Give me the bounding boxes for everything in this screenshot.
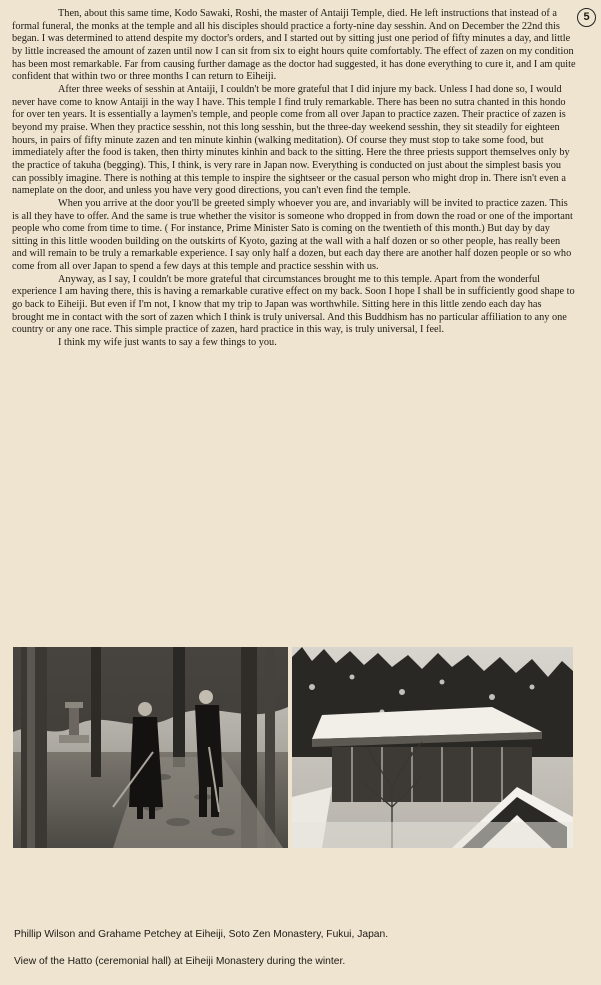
caption-monks-photo: Phillip Wilson and Grahame Petchey at Eiheiji, Soto Zen Monastery, Fukui, Japan. (14, 929, 389, 940)
paragraph-4: Anyway, as I say, I couldn't be more grateful that circumstances brought me to this temple. Apart from the wonderful experience I am having there, this is having a remarkable curative effect on my back. Soon I hope I shall be in sufficiently good shape to go back to Eiheiji. But even if I'm not, I know that my trip to Japan was worthwhile. Sitting here in this little zendo each day has brought me in contact with the sort of zazen which I think is truly universal. And this Buddhism has no particular affiliation to any one country or any one race. This simple practice of zazen, hard practice in this way, is truly universal, I feel. (12, 273, 575, 336)
caption-hatto-photo: View of the Hatto (ceremonial hall) at Eiheiji Monastery during the winter. (14, 956, 346, 967)
article-body (12, 8, 576, 350)
paragraph-3: When you arrive at the door you'll be greeted simply whoever you are, and invariably will be invited to practice zazen. This is all they have to offer. And the same is true whether the visitor is someone who dropped in from down the road or one of the important people who come from time to time. ( For instance, Prime Minister Sato is coming on the twentieth of this month.) But day by day sitting in this little wooden building on the outskirts of Kyoto, gazing at the wall with a half dozen or so other people, has really been and will remain to be truly a remarkable experience. I say only half a dozen, but each day there are another half dozen people or so who come from all over Japan to spend a few days at this temple and practice sesshin with us. (12, 197, 573, 273)
hatto-winter-photo (292, 647, 573, 848)
paragraph-1: Then, about this same time, Kodo Sawaki, Roshi, the master of Antaiji Temple, died. He left instructions that instead of a formal funeral, the monks at the temple and all his disciples should practice a forty-nine day sesshin. And on December the 22nd this began. I was determined to attend despite my doctor's orders, and I started out by sitting just one period of fifty minutes a day, and little by little increased the amount of zazen until now I can sit from six to eight hours quite comfortably. The effect of zazen on my condition has been most remarkable. Far from causing further damage as the doctor had suggested, it has done everything to cure it, and I am quite confident that within two or three months I can return to Eiheiji. (12, 8, 576, 83)
paragraph-2: After three weeks of sesshin at Antaiji, I couldn't be more grateful that I did injure my back. Unless I had done so, I would never have come to know Antaiji in the way I have. This temple I find truly remarkable. There has been no sutra chanted in this hondo for over ten years. It is essentially a laymen's temple, and people come from all over Japan to practice zazen. Their practice of zazen is beyond my praise. When they practice sesshin, not this long sesshin, but the three-day weekend sesshin, they sit steadily for eighteen hours, in pairs of fifty minute zazen and ten minute kinhin (walking meditation). Of course they must stop to take some food, but immediately after the food is taken, then thirty minutes kinhin and back to the sitting. Here the three priests support themselves only by the practice of takuha (begging). This, I think, is very rare in Japan now. Everything is conducted on just about the simplest basis you can possibly imagine. There is nothing at this temple to inspire the sightseer or the casual person who might drop in. There isn't even a nameplate on the door, and unless you have very good directions, you can't even find the temple. (12, 83, 570, 197)
page-number-badge: 5 (577, 8, 596, 27)
monks-sweeping-photo (13, 647, 288, 848)
paragraph-5: I think my wife just wants to say a few things to you. (58, 337, 277, 349)
